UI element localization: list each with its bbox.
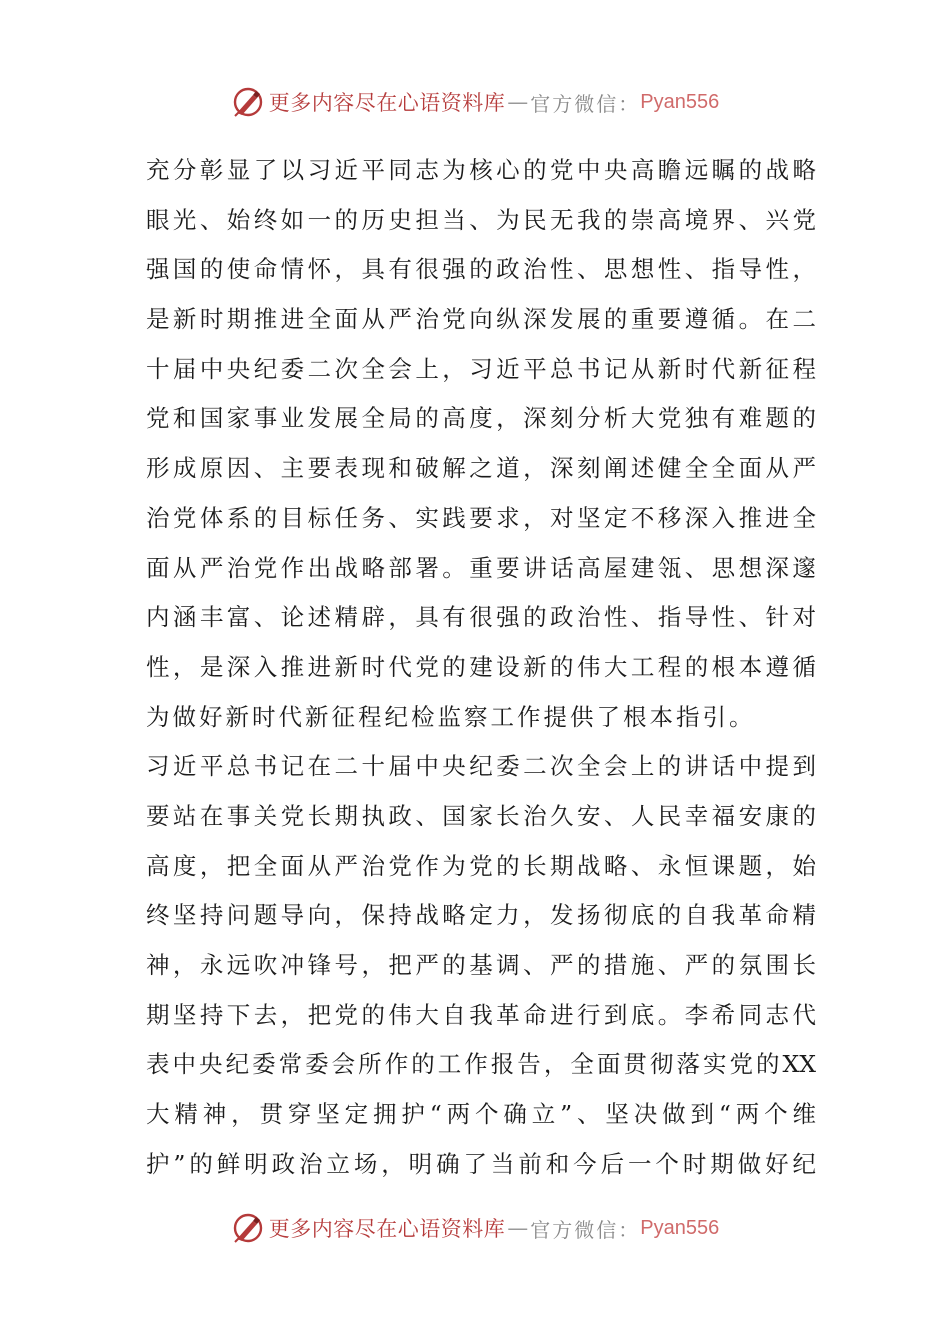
wechat-label: 官方微信： <box>530 1217 641 1242</box>
text-line: 充分彰显了以习近平同志为核心的党中央高瞻远瞩的战略 <box>146 156 816 184</box>
text-line: 期坚持下去，把党的伟大自我革命进行到底。李希同志代 <box>146 1000 816 1029</box>
text-line: 十届中央纪委二次全会上，习近平总书记从新时代新征程 <box>146 354 816 383</box>
pen-circle-logo-icon <box>231 85 265 119</box>
text-line: 要站在事关党长期执政、国家长治久安、人民幸福安康的 <box>146 801 816 830</box>
site-name: 更多内容尽在心语资料库 <box>268 1217 506 1241</box>
pen-circle-logo-icon <box>231 1211 265 1245</box>
text-line: 大精神，贯穿坚定拥护“两个确立”、坚决做到“两个维 <box>146 1100 816 1129</box>
wechat-id: Pyan556 <box>640 1216 720 1239</box>
wechat-label: 官方微信： <box>530 91 641 116</box>
text-line: 习近平总书记在二十届中央纪委二次全会上的讲话中提到 <box>146 752 816 781</box>
banner-separator: — <box>507 1216 529 1240</box>
text-line: 护”的鲜明政治立场，明确了当前和今后一个时期做好纪 <box>146 1149 816 1178</box>
text-line: 形成原因、主要表现和破解之道，深刻阐述健全全面从严 <box>146 454 816 483</box>
text-line: 是新时期推进全面从严治党向纵深发展的重要遵循。在二 <box>146 305 816 334</box>
banner-separator: — <box>507 90 529 114</box>
text-line: 强国的使命情怀，具有很强的政治性、思想性、指导性， <box>146 255 816 284</box>
text-line: 终坚持问题导向，保持战略定力，发扬彻底的自我革命精 <box>146 901 816 930</box>
text-line: 高度，把全面从严治党作为党的长期战略、永恒课题，始 <box>146 851 816 880</box>
text-line: 眼光、始终如一的历史担当、为民无我的崇高境界、兴党 <box>146 205 816 234</box>
document-body <box>146 146 816 1189</box>
site-name: 更多内容尽在心语资料库 <box>268 91 506 115</box>
text-line: 神，永远吹冲锋号，把严的基调、严的措施、严的氛围长 <box>146 951 816 979</box>
text-line: 治党体系的目标任务、实践要求，对坚定不移深入推进全 <box>146 503 816 532</box>
text-line: 为做好新时代新征程纪检监察工作提供了根本指引。 <box>146 702 756 731</box>
text-line: 性，是深入推进新时代党的建设新的伟大工程的根本遵循 <box>146 652 816 681</box>
wechat-id: Pyan556 <box>640 90 720 113</box>
text-line: 党和国家事业发展全局的高度，深刻分析大党独有难题的 <box>146 404 816 433</box>
footer-banner <box>0 1208 950 1248</box>
text-line: 表中央纪委常委会所作的工作报告，全面贯彻落实党的XX <box>146 1050 816 1079</box>
text-line: 内涵丰富、论述精辟，具有很强的政治性、指导性、针对 <box>146 603 816 632</box>
header-banner <box>0 82 950 122</box>
text-line: 面从严治党作出战略部署。重要讲话高屋建瓴、思想深邃 <box>146 553 816 582</box>
